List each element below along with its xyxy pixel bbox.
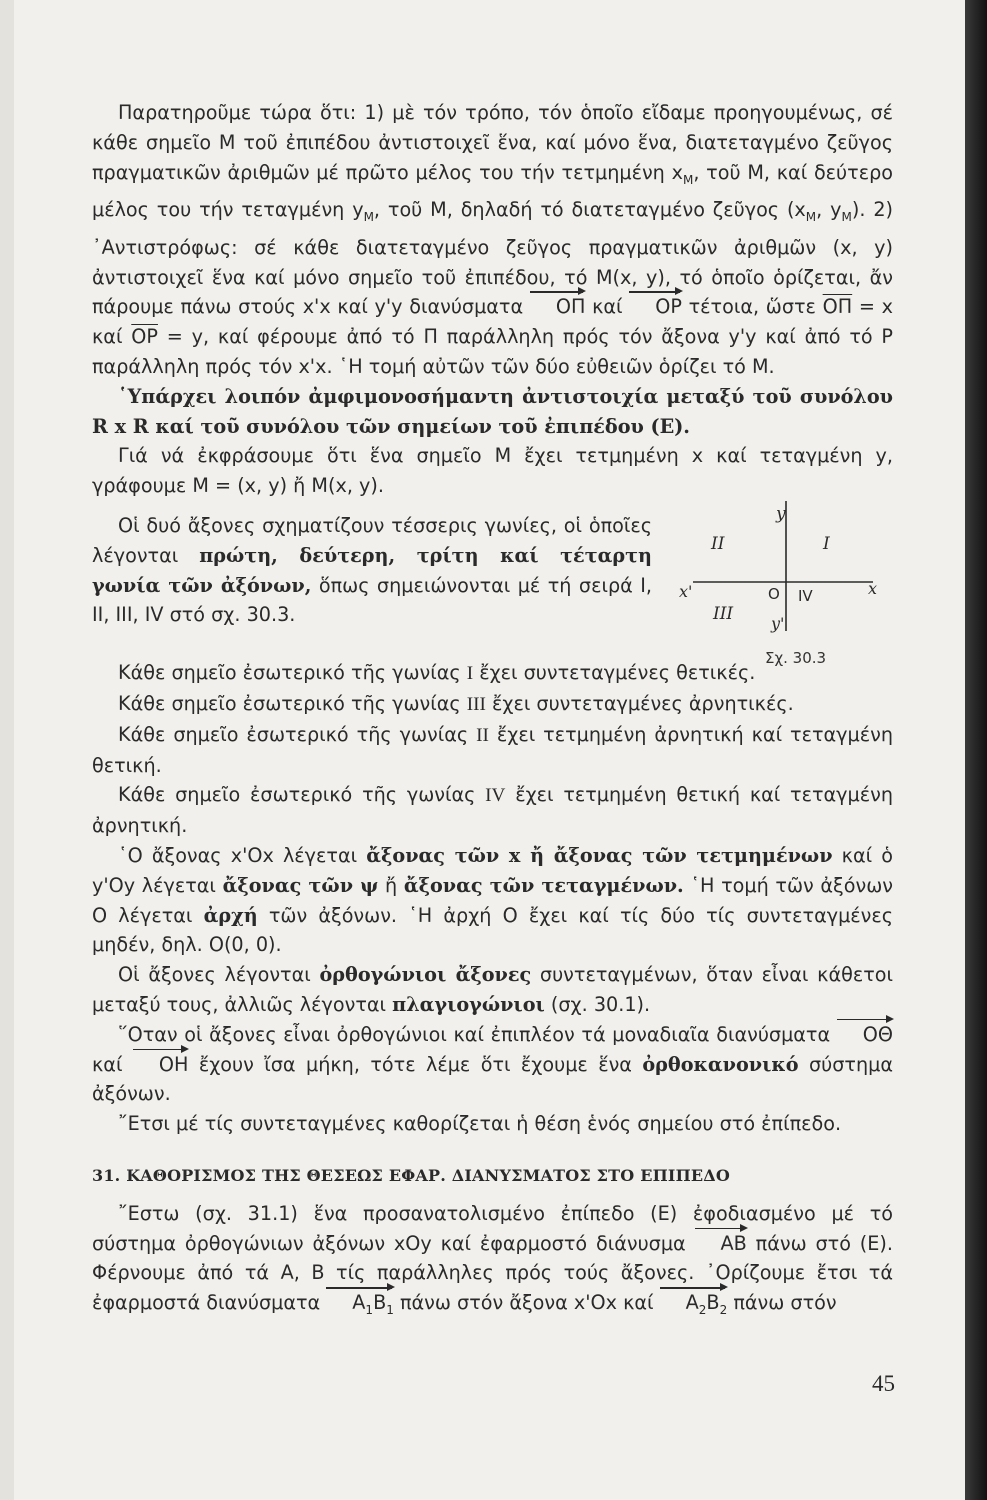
text: Α [685,1291,699,1315]
bold-term: πλαγιογώνιοι [392,992,545,1016]
paragraph-quadrants [92,511,652,630]
paragraph-bijection-statement: ῾Υπάρχει λοιπόν ἀμφιμονοσήμαντη ἀντιστοιχία μεταξύ τοῦ συνόλου R x R καί τοῦ συνόλου τῶν σημείων τοῦ ἐπιπέδου (Ε). [92,384,893,438]
text: ἔχουν ἴσα μήκη, τότε λέμε ὅτι ἔχουμε ἕνα [188,1052,643,1076]
bold-term: ἄξονας τῶν x ἤ ἄξονας τῶν τετμημένων [366,843,833,867]
text: Κάθε σημεῖο ἐσωτερικό τῆς γωνίας [118,722,477,746]
text: πάνω στόν ἄξονα x'Ox καί [393,1291,660,1315]
text: τέτοια, ὥστε [681,295,823,319]
text: (σχ. 30.1). [544,992,651,1016]
text: ἤ [378,873,404,897]
line-quadrant-iv [92,780,893,841]
measure-or: $\overline{OP}$ [131,325,158,349]
subscript: 2 [698,1302,707,1317]
paragraph-orthonormal-system [92,1020,893,1109]
figure-caption: Σχ. 30.3 [765,649,827,668]
subscript: M [682,172,694,187]
text: Οἱ ἄξονες λέγονται [118,963,320,987]
subscript: M [841,210,852,225]
vector-ab: ΑΒ [695,1229,747,1259]
paragraph-section-31 [92,1199,893,1326]
subscript: M [805,210,817,225]
text: = y, καί φέρουμε ἀπό τό Π παράλληλη πρός τόν ἄξονα y'y καί ἀπό τό Ρ παράλληλη πρός τόν x'x. ῾Η τομή αὐτῶν τῶν δύο εὐθειῶν ὁρίζει τό Μ. [92,325,893,379]
label-y: y [776,504,786,525]
label-q2: II [711,534,725,555]
subscript: M [363,210,374,225]
text: ῾Ο ἄξονας x'Ox λέγεται [118,843,367,867]
page-body [92,98,893,1326]
vector-a1b1 [326,1288,394,1326]
text: , τοῦ Μ, καί δεύτερο μέλος του τήν τεταγμένη y [92,160,893,222]
bold-term: ἄξονας τῶν τεταγμένων. [403,873,684,897]
text: , τοῦ Μ, δηλαδή τό διατεταγμένο ζεῦγος (x [373,198,806,222]
text: ἔχει συντεταγμένες θετικές. [473,661,756,685]
bold-term: ἀρχή [203,903,258,927]
quadrant-numeral: IV [485,785,506,807]
text: Β [706,1291,720,1315]
text: σύστημα ἀξόνων. [92,1052,893,1106]
quadrant-numeral: II [476,724,489,746]
paragraph-axis-names [92,841,893,960]
subscript: 1 [386,1302,394,1317]
text: Κάθε σημεῖο ἐσωτερικό τῆς γωνίας [118,661,467,685]
bold-term: πρώτη, δεύτερη, τρίτη καί τέταρτη γωνία τῶν ἀξόνων, [92,543,652,597]
text: πάνω στόν [727,1291,837,1315]
subscript: 1 [365,1302,374,1317]
text: ὅπως σημειώνονται μέ τή σειρά I, II, III, IV στό σχ. 30.3. [92,573,653,627]
page-left-margin [0,0,14,1500]
text: Κάθε σημεῖο ἐσωτερικό τῆς γωνίας [118,783,486,807]
measure-op: $\overline{O\Pi}$ [822,295,853,319]
text: τῶν ἀξόνων. ῾Η ἀρχή Ο ἔχει καί τίς δύο τίς συντεταγμένες μηδέν, δηλ. Ο(0, 0). [92,903,893,957]
line-quadrant-iii [92,689,893,720]
vector-op: ΟΠ [530,292,586,322]
vector-a2b2 [660,1288,728,1326]
text: ἔχει συντεταγμένες ἀρνητικές. [485,692,794,715]
quadrant-numeral: I [466,663,474,685]
text: ῎Εστω (σχ. 31.1) ἕνα προσανατολισμένο ἐπίπεδο (Ε) ἐφοδιασμένο μέ τό σύστημα ὀρθογώνιων ἀξόνων xOy καί ἐφαρμοστό διάνυσμα [92,1201,893,1255]
label-yprime: y' [771,614,785,634]
vector-otheta: ΟΘ [837,1020,893,1050]
page-right-edge-shadow [965,0,987,1500]
text: Οἱ δυό ἄξονες σχηματίζουν τέσσερις γωνίες, οἱ ὁποῖες λέγονται [92,514,652,567]
text: Α [352,1291,366,1315]
label-q3: III [713,604,734,625]
text: ἔχει τετμημένη ἀρνητική καί τεταγμένη θετική. [92,722,893,777]
text: καί ὁ y'Oy λέγεται [92,843,894,897]
bold-term: ὀρθογώνιοι ἄξονες [319,963,532,987]
text: καί [92,1052,133,1076]
label-xprime: x' [679,582,693,602]
label-q1: I [823,534,830,555]
quadrants-section [92,504,893,668]
text: ῞Οταν οἱ ἄξονες εἶναι ὀρθογώνιοι καί ἐπιπλέον τά μοναδιαῖα διανύσματα [118,1022,837,1046]
text: καί [585,295,630,319]
text: Β [373,1291,387,1315]
label-q4: IV [798,587,813,606]
vector-or: ΟΡ [629,292,682,322]
section-heading-31: 31. ΚΑΘΟΡΙΣΜΟΣ ΤΗΣ ΘΕΣΕΩΣ ΕΦΑΡ. ΔΙΑΝΥΣΜΑΤΟΣ ΣΤΟ ΕΠΙΠΕΔΟ [92,1165,731,1185]
line-quadrant-ii [92,720,893,781]
text: ῾Η τομή τῶν ἀξόνων Ο λέγεται [92,873,894,927]
paragraph-coordinates-correspondence [92,98,893,382]
bold-term: ἄξονας τῶν ψ [222,873,379,897]
page-number: 45 [872,1371,895,1396]
paragraph-summary: ῎Ετσι μέ τίς συντεταγμένες καθορίζεται ἡ θέση ἑνός σημείου στό ἐπίπεδο. [118,1112,842,1136]
label-origin: O [768,585,780,604]
text: ). 2) ᾿Αντιστρόφως: σέ κάθε διατεταγμένο ζεῦγος πραγματικῶν ἀριθμῶν (x, y) ἀντιστοιχεῖ ἕνα καί μόνο σημεῖο τοῦ ἐπιπέδου, τό Μ(x, y), τό ὁποῖο ὁρίζεται, ἄν πάρουμε πάνω στούς x'x καί y'y διανύσματα [92,198,894,319]
text: = x καί [92,295,894,349]
text: Παρατηροῦμε τώρα ὅτι: 1) μὲ τόν τρόπο, τόν ὁποῖο εἴδαμε προηγουμένως, σέ κάθε σημεῖο Μ τοῦ ἐπιπέδου ἀντιστοιχεῖ ἕνα, καί μόνο ἕνα, διατεταγμένο ζεῦγος πραγματικῶν ἀριθμῶν μέ πρῶτο μέλος του τήν τετμημένη x [92,101,893,184]
text: πάνω στό (Ε). Φέρνουμε ἀπό τά Α, Β τίς παράλληλες πρός τούς ἄξονες. ᾿Ορίζουμε ἔτσι τά ἐφαρμοστά διανύσματα [92,1231,894,1315]
text: συντεταγμένων, ὅταν εἶναι κάθετοι μεταξύ τους, ἀλλιῶς λέγονται [92,963,893,1016]
label-x: x [868,579,878,599]
paragraph-point-notation: Γιά νά ἐκφράσουμε ὅτι ἕνα σημεῖο Μ ἔχει τετμημένη x καί τεταγμένη y, γράφουμε Μ = (x, y) ἤ Μ(x, y). [92,444,893,498]
subscript: 2 [719,1302,728,1317]
text: ἔχει τετμημένη θετική καί τεταγμένη ἀρνητική. [92,783,893,838]
paragraph-orthogonal-axes [92,960,893,1020]
text: , y [816,198,842,222]
text: Κάθε σημεῖο ἐσωτερικό τῆς γωνίας [118,692,467,715]
figure-30-3 [673,501,893,668]
axes-diagram [673,501,893,641]
vector-oh: ΟΗ [133,1050,189,1080]
bold-term: ὀρθοκανονικό [642,1052,799,1076]
quadrant-numeral: III [466,694,486,715]
